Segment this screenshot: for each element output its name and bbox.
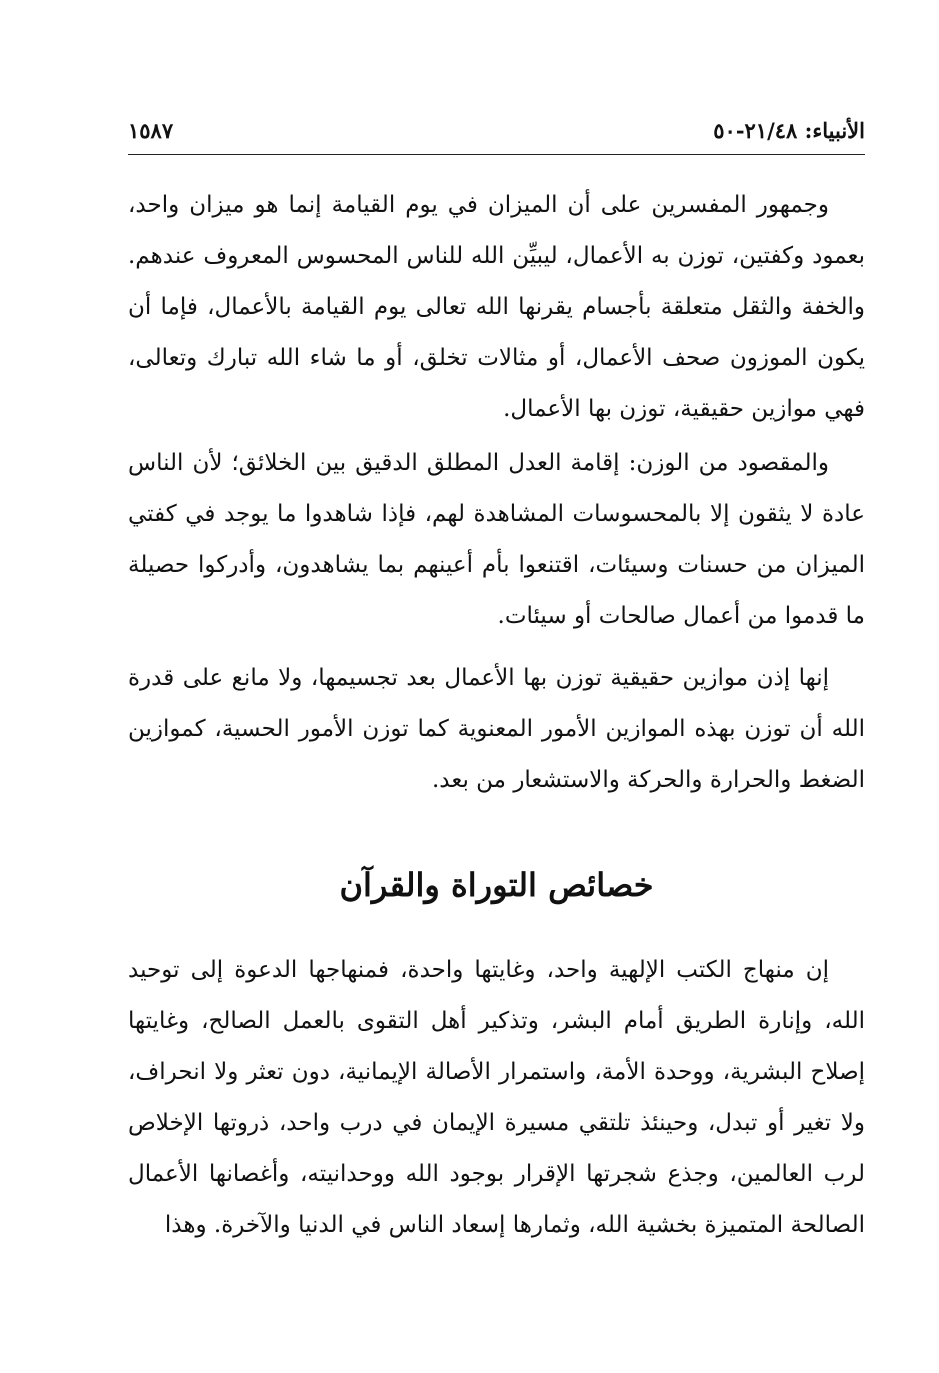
- page-header: [128, 118, 865, 155]
- paragraph-1: [128, 180, 865, 435]
- paragraph-text: إن منهاج الكتب الإلهية واحد، وغايتها واحدة، فمنهاجها الدعوة إلى توحيد الله، وإنارة الطريق أمام البشر، وتذكير أهل التقوى بالعمل الصالح، وغايتها إصلاح البشرية، ووحدة الأمة، واستمرار الأصالة الإيمانية، دون تعثر ولا انحراف، ولا تغير أو تبدل، وحينئذ تلتقي مسيرة الإيمان في درب واحد، ذروتها الإخلاص لرب العالمين، وجذع شجرتها الإقرار بوجود الله ووحدانيته، وأغصانها الأعمال الصالحة المتميزة بخشية الله، وثمارها إسعاد الناس في الدنيا والآخرة. وهذا: [128, 957, 865, 1238]
- section-paragraph: [128, 945, 865, 1251]
- paragraph-text: والمقصود من الوزن: إقامة العدل المطلق الدقيق بين الخلائق؛ لأن الناس عادة لا يثقون إلا بالمحسوسات المشاهدة لهم، فإذا شاهدوا ما يوجد في كفتي الميزان من حسنات وسيئات، اقتنعوا بأم أعينهم بما يشاهدون، وأدركوا حصيلة ما قدموا من أعمال صالحات أو سيئات.: [128, 450, 865, 629]
- page-number: ١٥٨٧: [128, 118, 174, 143]
- section-heading: خصائص التوراة والقرآن: [339, 866, 654, 904]
- paragraph-text: إنها إذن موازين حقيقية توزن بها الأعمال بعد تجسيمها، ولا مانع على قدرة الله أن توزن بهذه الموازين الأمور المعنوية كما توزن الأمور الحسية، كموازين الضغط والحرارة والحركة والاستشعار من بعد.: [128, 665, 865, 793]
- paragraph-2: [128, 438, 865, 642]
- paragraph-text: وجمهور المفسرين على أن الميزان في يوم القيامة إنما هو ميزان واحد، بعمود وكفتين، توزن به الأعمال، ليبيِّن الله للناس المحسوس المعروف عندهم. والخفة والثقل متعلقة بأجسام يقرنها الله تعالى يوم القيامة بالأعمال، فإما أن يكون الموزون صحف الأعمال، أو مثالات تخلق، أو ما شاء الله تبارك وتعالى، فهي موازين حقيقية، توزن بها الأعمال.: [128, 192, 865, 422]
- running-head: الأنبياء: ٢١/٤٨-٥٠: [713, 118, 865, 143]
- paragraph-3: [128, 653, 865, 806]
